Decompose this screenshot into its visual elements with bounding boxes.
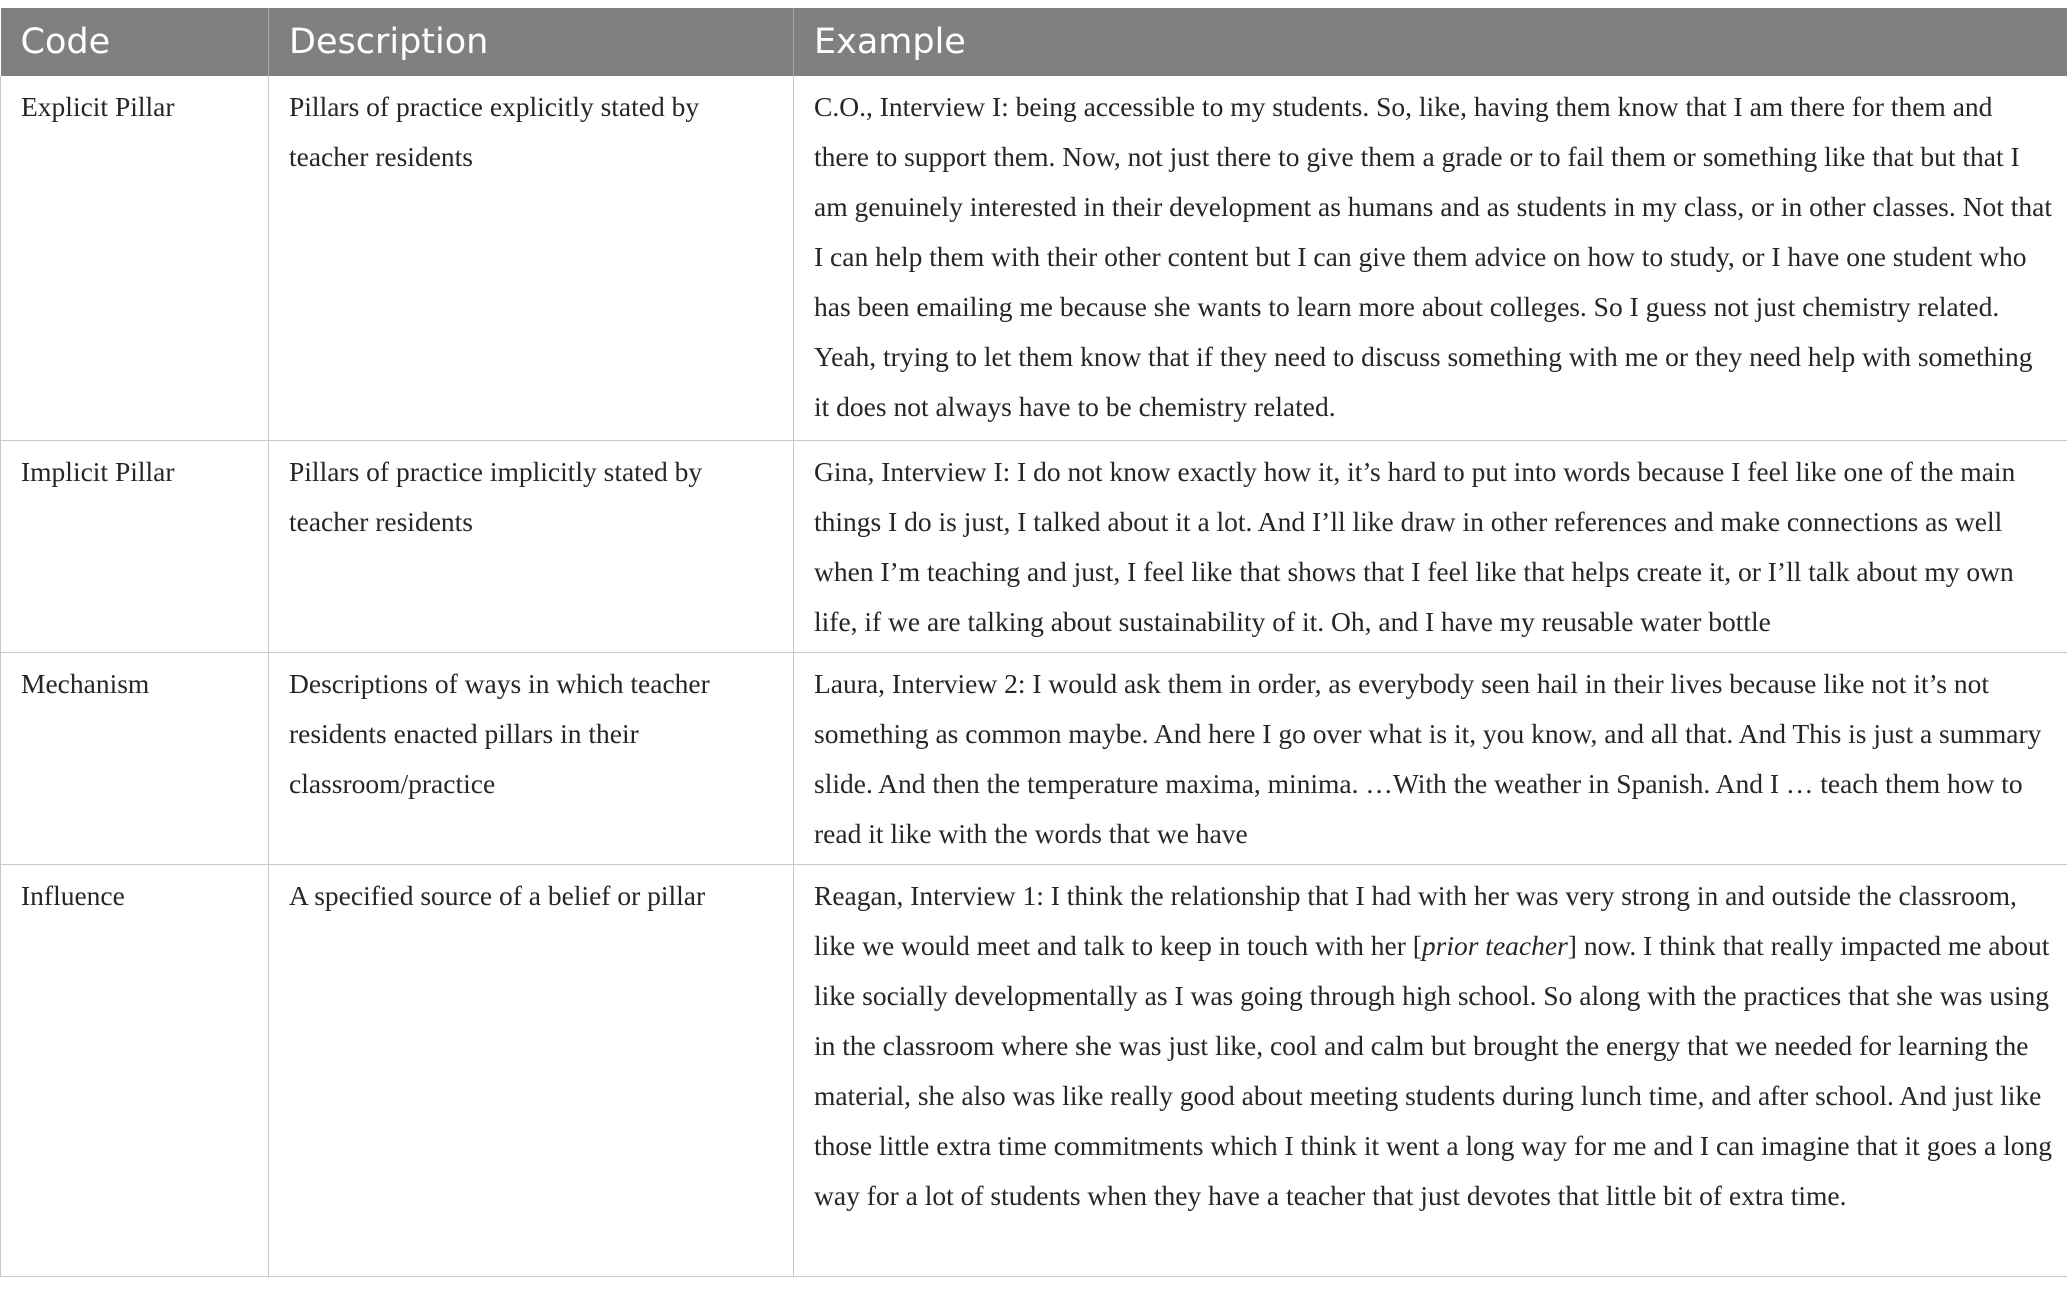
example-text-italic: prior teacher bbox=[1421, 930, 1568, 961]
cell-description: Pillars of practice implicitly stated by teacher residents bbox=[269, 441, 794, 653]
cell-code: Implicit Pillar bbox=[1, 441, 269, 653]
example-text-after: ] now. I think that really impacted me about like socially developmentally as I was going through high school. So along with the practices that she was using in the classroom where she was just like, cool and calm but brought the energy that we needed for learning the material, she also was like really good about meeting students during lunch time, and after school. And just like those little extra time commitments which I think it went a long way for me and I can imagine that it goes a long way for a lot of students when they have a teacher that just devotes that little bit of extra time. bbox=[814, 930, 2052, 1211]
header-code: Code bbox=[1, 8, 269, 76]
cell-code: Explicit Pillar bbox=[1, 76, 269, 441]
coding-table-container bbox=[0, 8, 2067, 1277]
cell-description: Descriptions of ways in which teacher residents enacted pillars in their classroom/practice bbox=[269, 653, 794, 865]
table-row bbox=[1, 76, 2067, 441]
table-row bbox=[1, 441, 2067, 653]
cell-example: C.O., Interview I: being accessible to my students. So, like, having them know that I am there for them and there to support them. Now, not just there to give them a grade or to fail them or something like that but that I am genuinely interested in their development as humans and as students in my class, or in other classes. Not that I can help them with their other content but I can give them advice on how to study, or I have one student who has been emailing me because she wants to learn more about colleges. So I guess not just chemistry related. Yeah, trying to let them know that if they need to discuss something with me or they need help with something it does not always have to be chemistry related. bbox=[794, 76, 2067, 441]
table-body bbox=[1, 76, 2067, 1277]
cell-description: A specified source of a belief or pillar bbox=[269, 865, 794, 1277]
header-example: Example bbox=[794, 8, 2067, 76]
table-header bbox=[1, 8, 2067, 76]
example-text-before: Reagan, Interview 1: I think the relationship that I had with her was very strong in and outside the classroom, like we would meet and talk to keep in touch with her [ bbox=[814, 880, 2017, 961]
cell-example bbox=[794, 865, 2067, 1277]
table-row bbox=[1, 653, 2067, 865]
header-row bbox=[1, 8, 2067, 76]
cell-description: Pillars of practice explicitly stated by teacher residents bbox=[269, 76, 794, 441]
cell-code: Influence bbox=[1, 865, 269, 1277]
cell-example: Gina, Interview I: I do not know exactly how it, it’s hard to put into words because I feel like one of the main things I do is just, I talked about it a lot. And I’ll like draw in other references and make connections as well when I’m teaching and just, I feel like that shows that I feel like that helps create it, or I’ll talk about my own life, if we are talking about sustainability of it. Oh, and I have my reusable water bottle bbox=[794, 441, 2067, 653]
header-description: Description bbox=[269, 8, 794, 76]
cell-example: Laura, Interview 2: I would ask them in order, as everybody seen hail in their lives because like not it’s not something as common maybe. And here I go over what is it, you know, and all that. And This is just a summary slide. And then the temperature maxima, minima. …With the weather in Spanish. And I … teach them how to read it like with the words that we have bbox=[794, 653, 2067, 865]
coding-table bbox=[0, 8, 2067, 1277]
table-row bbox=[1, 865, 2067, 1277]
cell-code: Mechanism bbox=[1, 653, 269, 865]
